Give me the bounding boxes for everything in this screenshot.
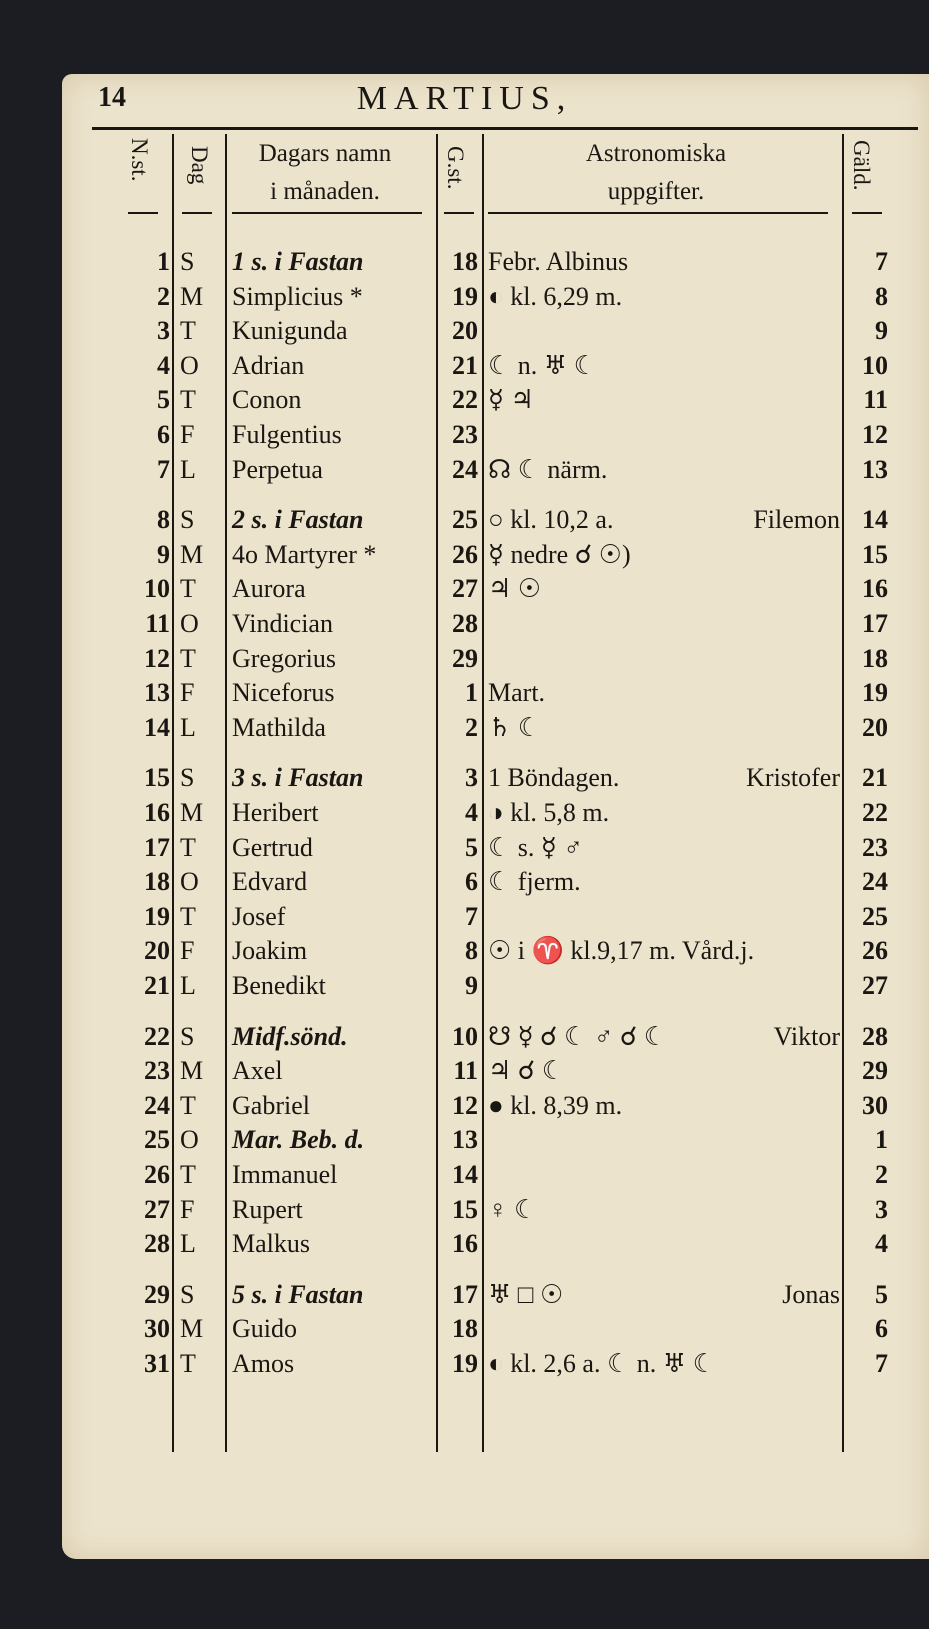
- weekday-cell: T: [180, 385, 196, 415]
- weekday-cell: T: [180, 1349, 196, 1378]
- gald-cell: 29: [862, 1056, 888, 1086]
- g-st-cell: 18: [452, 247, 478, 276]
- gald-cell: 6: [875, 1314, 888, 1344]
- header-underline-name: [232, 212, 422, 214]
- gald-cell: 24: [862, 867, 888, 897]
- gald-cell: 19: [862, 678, 888, 708]
- n-st-cell: 2: [157, 281, 170, 311]
- weekday-cell: F: [180, 420, 195, 449]
- table-row: [0, 245, 929, 279]
- table-row: [0, 1347, 929, 1381]
- n-st-cell: 8: [157, 505, 170, 535]
- day-name-cell: 4o Martyrer *: [232, 539, 377, 569]
- table-row: [0, 453, 929, 487]
- g-st-cell: 12: [452, 1090, 478, 1120]
- g-st-cell: 16: [452, 1229, 478, 1259]
- n-st-cell: 19: [144, 901, 170, 931]
- astronomy-note-cell: Viktor: [773, 1021, 840, 1051]
- table-row: [0, 711, 929, 745]
- weekday-cell: O: [180, 1125, 199, 1155]
- gald-cell: 28: [862, 1021, 888, 1051]
- table-row: [0, 934, 929, 968]
- g-st-cell: 29: [452, 643, 478, 673]
- page-title: MARTIUS,: [356, 80, 573, 117]
- gald-cell: 1: [875, 1125, 888, 1155]
- weekday-cell: T: [180, 574, 196, 604]
- table-row: [0, 1227, 929, 1261]
- header-underline-astro: [488, 212, 828, 214]
- table-row: [0, 1193, 929, 1227]
- header-underline-gald: [852, 212, 882, 214]
- weekday-cell: T: [180, 832, 196, 862]
- astronomy-cell: ● kl. 8,39 m.: [488, 1090, 623, 1120]
- weekday-cell: M: [180, 1314, 204, 1344]
- g-st-cell: 10: [452, 1021, 478, 1051]
- n-st-cell: 25: [144, 1125, 170, 1155]
- table-row: [0, 642, 929, 676]
- gald-cell: 10: [862, 350, 888, 380]
- gald-cell: 26: [862, 936, 888, 966]
- weekday-cell: S: [180, 247, 195, 276]
- g-st-cell: 27: [452, 574, 478, 604]
- gald-cell: 22: [862, 798, 888, 827]
- g-st-cell: 11: [453, 1056, 478, 1086]
- gald-cell: 30: [862, 1090, 888, 1120]
- n-st-cell: 27: [144, 1194, 170, 1224]
- gald-cell: 25: [862, 901, 888, 931]
- n-st-cell: 4: [157, 350, 170, 380]
- day-name-cell: Gabriel: [232, 1090, 310, 1120]
- gald-cell: 15: [862, 539, 888, 569]
- day-name-cell: Kunigunda: [232, 316, 348, 346]
- n-st-cell: 30: [144, 1314, 170, 1344]
- day-name-cell: 5 s. i Fastan: [232, 1279, 364, 1309]
- day-name-cell: Axel: [232, 1056, 283, 1086]
- g-st-cell: 22: [452, 385, 478, 415]
- day-name-cell: Rupert: [232, 1194, 303, 1224]
- gald-cell: 14: [862, 505, 888, 535]
- gald-cell: 20: [862, 712, 888, 742]
- gald-cell: 9: [875, 316, 888, 346]
- weekday-cell: M: [180, 539, 204, 569]
- table-row: [0, 969, 929, 1003]
- g-st-cell: 7: [465, 901, 478, 931]
- col-header-name-2: i månaden.: [270, 178, 380, 205]
- header-underline-n: [128, 212, 158, 214]
- table-row: [0, 1054, 929, 1088]
- astronomy-cell: ♄ ☾: [488, 712, 542, 742]
- n-st-cell: 12: [144, 643, 170, 673]
- day-name-cell: Aurora: [232, 574, 306, 604]
- weekday-cell: T: [180, 643, 196, 673]
- table-row: [0, 831, 929, 865]
- astronomy-cell: Febr. Albinus: [488, 247, 629, 276]
- weekday-cell: L: [180, 971, 196, 1000]
- n-st-cell: 13: [144, 678, 170, 708]
- g-st-cell: 14: [452, 1160, 478, 1189]
- n-st-cell: 26: [144, 1160, 170, 1189]
- gald-cell: 3: [875, 1194, 888, 1224]
- n-st-cell: 22: [144, 1021, 170, 1051]
- day-name-cell: Benedikt: [232, 971, 326, 1000]
- gald-cell: 7: [875, 247, 888, 276]
- day-name-cell: Niceforus: [232, 678, 335, 708]
- col-header-n-st: N.st.: [127, 138, 152, 182]
- page-number: 14: [98, 82, 126, 113]
- gald-cell: 18: [862, 643, 888, 673]
- g-st-cell: 2: [465, 712, 478, 742]
- n-st-cell: 16: [144, 798, 170, 827]
- gald-cell: 11: [863, 385, 888, 415]
- g-st-cell: 28: [452, 609, 478, 638]
- col-header-gald: Gäld.: [849, 140, 874, 191]
- astronomy-cell: ☾ s. ☿ ♂: [488, 832, 583, 862]
- weekday-cell: S: [180, 1279, 195, 1309]
- g-st-cell: 23: [452, 420, 478, 449]
- weekday-cell: S: [180, 505, 195, 535]
- col-header-astro-2: uppgifter.: [607, 178, 705, 205]
- col-header-astro-1: Astronomiska: [585, 140, 727, 167]
- table-row: [0, 314, 929, 348]
- g-st-cell: 20: [452, 316, 478, 346]
- n-st-cell: 5: [157, 385, 170, 415]
- weekday-cell: T: [180, 1160, 196, 1189]
- n-st-cell: 21: [144, 971, 170, 1000]
- table-row: [0, 1089, 929, 1123]
- day-name-cell: Mathilda: [232, 712, 326, 742]
- n-st-cell: 24: [144, 1090, 170, 1120]
- weekday-cell: O: [180, 867, 199, 897]
- g-st-cell: 13: [452, 1125, 478, 1155]
- day-name-cell: 2 s. i Fastan: [232, 505, 364, 535]
- day-name-cell: Vindician: [232, 609, 333, 638]
- gald-cell: 2: [875, 1160, 888, 1189]
- g-st-cell: 25: [452, 505, 478, 535]
- weekday-cell: M: [180, 798, 204, 827]
- weekday-cell: T: [180, 901, 196, 931]
- n-st-cell: 1: [157, 247, 170, 276]
- astronomy-note-cell: Jonas: [782, 1279, 840, 1309]
- col-header-g-st: G.st.: [443, 146, 468, 190]
- astronomy-cell: ♀ ☾: [488, 1194, 538, 1224]
- gald-cell: 8: [875, 281, 888, 311]
- gald-cell: 5: [875, 1279, 888, 1309]
- gald-cell: 21: [862, 763, 888, 793]
- table-row: [0, 607, 929, 641]
- day-name-cell: Fulgentius: [232, 420, 342, 449]
- weekday-cell: M: [180, 281, 204, 311]
- n-st-cell: 17: [144, 832, 170, 862]
- n-st-cell: 10: [144, 574, 170, 604]
- table-row: [0, 1312, 929, 1346]
- header-underline-g: [444, 212, 474, 214]
- weekday-cell: L: [180, 454, 196, 484]
- astronomy-note-cell: Kristofer: [746, 763, 840, 793]
- gald-cell: 23: [862, 832, 888, 862]
- n-st-cell: 9: [157, 539, 170, 569]
- header-underline-dag: [182, 212, 212, 214]
- weekday-cell: F: [180, 936, 195, 966]
- day-name-cell: Malkus: [232, 1229, 310, 1259]
- astronomy-cell: ♅ □ ☉: [488, 1279, 564, 1309]
- n-st-cell: 28: [144, 1229, 170, 1259]
- table-row: [0, 1123, 929, 1157]
- day-name-cell: Heribert: [232, 798, 319, 827]
- table-row: [0, 796, 929, 830]
- g-st-cell: 26: [452, 539, 478, 569]
- table-row: [0, 503, 929, 537]
- astronomy-cell: ○ kl. 10,2 a.: [488, 505, 614, 535]
- g-st-cell: 8: [465, 936, 478, 966]
- astronomy-cell: ◐ kl. 6,29 m.: [488, 281, 623, 311]
- astronomy-cell: ☾ n. ♅ ☾: [488, 350, 597, 380]
- day-name-cell: Edvard: [232, 867, 308, 897]
- n-st-cell: 29: [144, 1279, 170, 1309]
- weekday-cell: T: [180, 1090, 196, 1120]
- weekday-cell: T: [180, 316, 196, 346]
- g-st-cell: 18: [452, 1314, 478, 1344]
- astronomy-cell: ♃ ☉: [488, 574, 542, 604]
- astronomy-cell: Mart.: [488, 678, 546, 708]
- g-st-cell: 19: [452, 281, 478, 311]
- astronomy-cell: ☋ ☿ ☌ ☾ ♂ ☌ ☾: [488, 1021, 668, 1051]
- n-st-cell: 18: [144, 867, 170, 897]
- g-st-cell: 15: [452, 1194, 478, 1224]
- gald-cell: 12: [862, 420, 888, 449]
- table-row: [0, 676, 929, 710]
- day-name-cell: Perpetua: [232, 454, 323, 484]
- astronomy-cell: ♃ ☌ ☾: [488, 1056, 566, 1086]
- weekday-cell: F: [180, 678, 195, 708]
- day-name-cell: Midf.sönd.: [232, 1021, 348, 1051]
- weekday-cell: O: [180, 350, 199, 380]
- weekday-cell: S: [180, 763, 195, 793]
- astronomy-cell: 1 Böndagen.: [488, 763, 620, 793]
- table-row: [0, 1278, 929, 1312]
- g-st-cell: 5: [465, 832, 478, 862]
- astronomy-cell: ☿ ♃: [488, 385, 534, 415]
- n-st-cell: 7: [157, 454, 170, 484]
- weekday-cell: M: [180, 1056, 204, 1086]
- g-st-cell: 6: [465, 867, 478, 897]
- gald-cell: 4: [875, 1229, 888, 1259]
- day-name-cell: Guido: [232, 1314, 297, 1344]
- table-row: [0, 900, 929, 934]
- gald-cell: 17: [862, 609, 888, 638]
- day-name-cell: Amos: [232, 1349, 295, 1378]
- astronomy-note-cell: Filemon: [753, 505, 840, 535]
- g-st-cell: 3: [465, 763, 478, 793]
- table-row: [0, 1020, 929, 1054]
- table-row: [0, 572, 929, 606]
- weekday-cell: S: [180, 1021, 195, 1051]
- g-st-cell: 4: [465, 798, 478, 827]
- weekday-cell: F: [180, 1194, 195, 1224]
- g-st-cell: 19: [452, 1349, 478, 1378]
- table-row: [0, 383, 929, 417]
- g-st-cell: 1: [465, 678, 478, 708]
- table-row: [0, 349, 929, 383]
- day-name-cell: Gertrud: [232, 832, 313, 862]
- n-st-cell: 31: [144, 1349, 170, 1378]
- g-st-cell: 21: [452, 350, 478, 380]
- day-name-cell: Immanuel: [232, 1160, 338, 1189]
- gald-cell: 16: [862, 574, 888, 604]
- weekday-cell: L: [180, 712, 196, 742]
- day-name-cell: Simplicius *: [232, 281, 363, 311]
- header-rule: [92, 127, 918, 130]
- gald-cell: 27: [862, 971, 888, 1000]
- weekday-cell: L: [180, 1229, 196, 1259]
- g-st-cell: 24: [452, 454, 478, 484]
- day-name-cell: 3 s. i Fastan: [232, 763, 364, 793]
- table-row: [0, 538, 929, 572]
- table-row: [0, 865, 929, 899]
- day-name-cell: Josef: [232, 901, 286, 931]
- day-name-cell: Adrian: [232, 350, 305, 380]
- astronomy-cell: ☿ nedre ☌ ☉): [488, 539, 631, 569]
- n-st-cell: 15: [144, 763, 170, 793]
- day-name-cell: Joakim: [232, 936, 308, 966]
- gald-cell: 7: [875, 1349, 888, 1378]
- n-st-cell: 3: [157, 316, 170, 346]
- n-st-cell: 11: [145, 609, 170, 638]
- astronomy-cell: ☾ fjerm.: [488, 867, 581, 897]
- g-st-cell: 9: [465, 971, 478, 1000]
- weekday-cell: O: [180, 609, 199, 638]
- table-row: [0, 1158, 929, 1192]
- astronomy-cell: ☊ ☾ närm.: [488, 454, 608, 484]
- astronomy-cell: ☉ i ♈ kl.9,17 m. Vård.j.: [488, 936, 755, 966]
- gald-cell: 13: [862, 454, 888, 484]
- astronomy-cell: ◐ kl. 2,6 a. ☾ n. ♅ ☾: [488, 1349, 716, 1378]
- day-name-cell: Gregorius: [232, 643, 336, 673]
- day-name-cell: Conon: [232, 385, 302, 415]
- n-st-cell: 14: [144, 712, 170, 742]
- col-header-name-1: Dagars namn: [258, 140, 392, 167]
- table-row: [0, 418, 929, 452]
- g-st-cell: 17: [452, 1279, 478, 1309]
- n-st-cell: 6: [157, 420, 170, 449]
- col-header-dag: Dag: [187, 146, 212, 185]
- day-name-cell: Mar. Beb. d.: [232, 1125, 365, 1155]
- table-row: [0, 280, 929, 314]
- table-row: [0, 761, 929, 795]
- day-name-cell: 1 s. i Fastan: [232, 247, 364, 276]
- n-st-cell: 20: [144, 936, 170, 966]
- n-st-cell: 23: [144, 1056, 170, 1086]
- astronomy-cell: ◑ kl. 5,8 m.: [488, 798, 610, 827]
